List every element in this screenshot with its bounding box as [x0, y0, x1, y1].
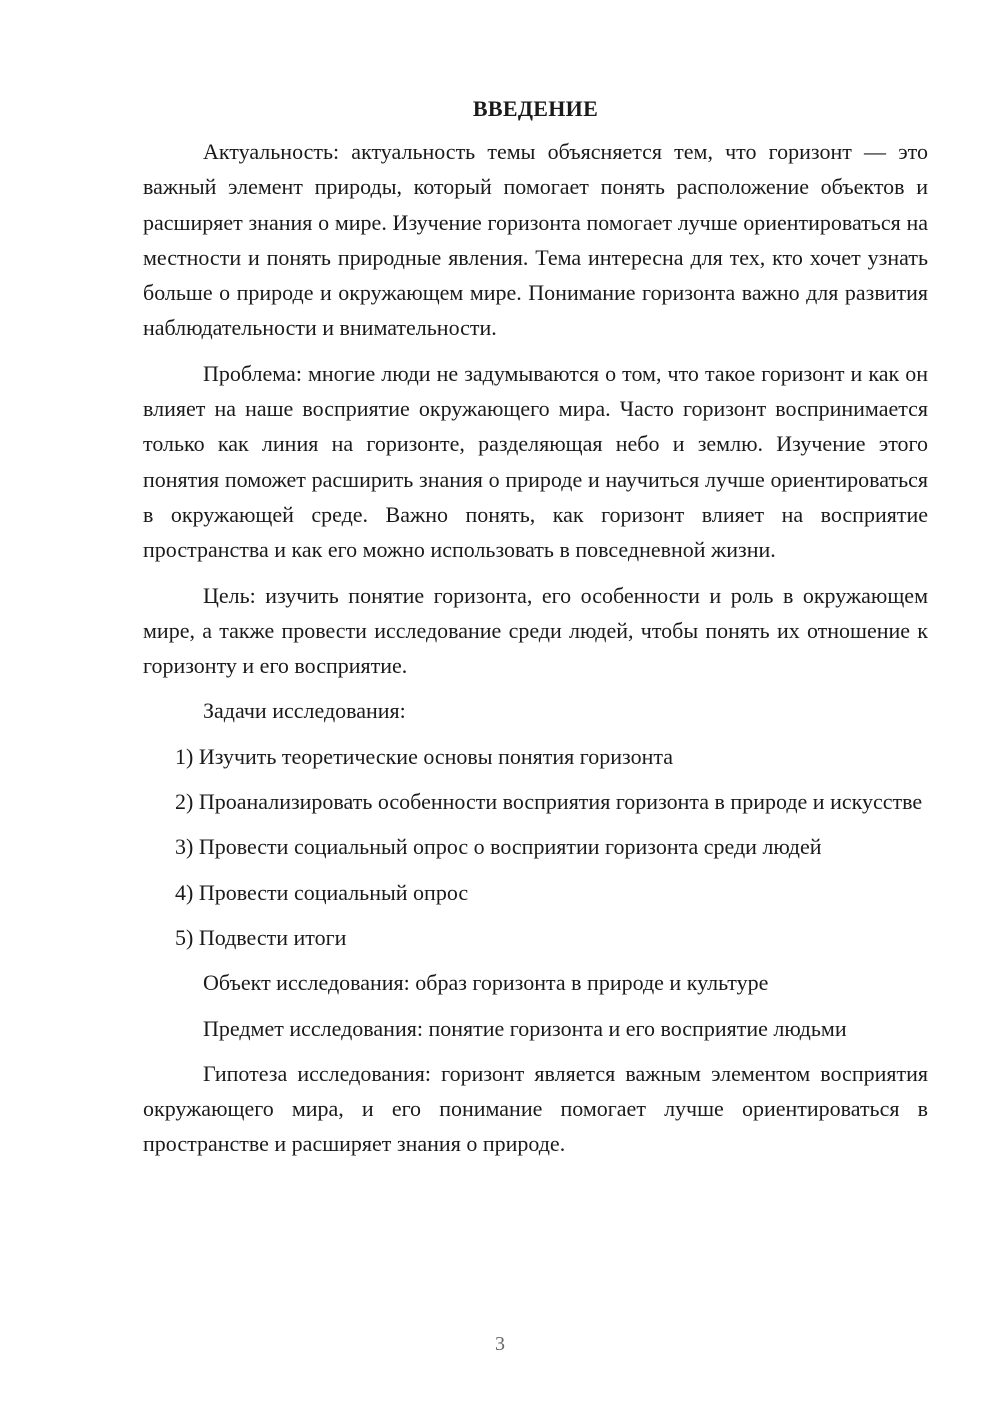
- paragraph-relevance: Актуальность: актуальность темы объясняется тем, что горизонт — это важный элемент природы, который помогает понять расположение объектов и расширяет знания о мире. Изучение горизонта помогает лучше ориентироваться на местности и понять природные явления. Тема интересна для тех, кто хочет узнать больше о природе и окружающем мире. Понимание горизонта важно для развития наблюдательности и внимательности.: [143, 139, 928, 341]
- page-content: [143, 91, 928, 1172]
- paragraph-problem: Проблема: многие люди не задумываются о том, что такое горизонт и как он влияет на наше восприятие окружающего мира. Часто горизонт воспринимается только как линия на горизонте, разделяющая небо и землю. Изучение этого понятия поможет расширить знания о природе и научиться лучше ориентироваться в окружающей среде. Важно понять, как горизонт влияет на восприятие пространства и как его можно использовать в повседневной жизни.: [143, 360, 928, 563]
- page-number: 3: [495, 1333, 505, 1355]
- paragraph-goal: Цель: изучить понятие горизонта, его особенности и роль в окружающем мире, а также провести исследование среди людей, чтобы понять их отношение к горизонту и его восприятие.: [143, 582, 928, 679]
- list-item: 3) Провести социальный опрос о восприятии горизонта среди людей: [175, 834, 822, 860]
- list-item: 5) Подвести итоги: [175, 924, 347, 950]
- tasks-heading: Задачи исследования:: [203, 698, 406, 724]
- list-item: 1) Изучить теоретические основы понятия горизонта: [175, 743, 673, 769]
- list-item: 2) Проанализировать особенности восприятия горизонта в природе и искусстве: [175, 789, 923, 815]
- list-item: 4) Провести социальный опрос: [175, 879, 469, 905]
- paragraph-object: Объект исследования: образ горизонта в природе и культуре: [203, 970, 769, 996]
- paragraph-hypothesis: Гипотеза исследования: горизонт является важным элементом восприятия окружающего мира, и его понимание помогает лучше ориентироваться в пространстве и расширяет знания о природе.: [143, 1060, 928, 1157]
- page-title: ВВЕДЕНИЕ: [472, 96, 599, 121]
- paragraph-subject: Предмет исследования: понятие горизонта и его восприятие людьми: [203, 1015, 847, 1041]
